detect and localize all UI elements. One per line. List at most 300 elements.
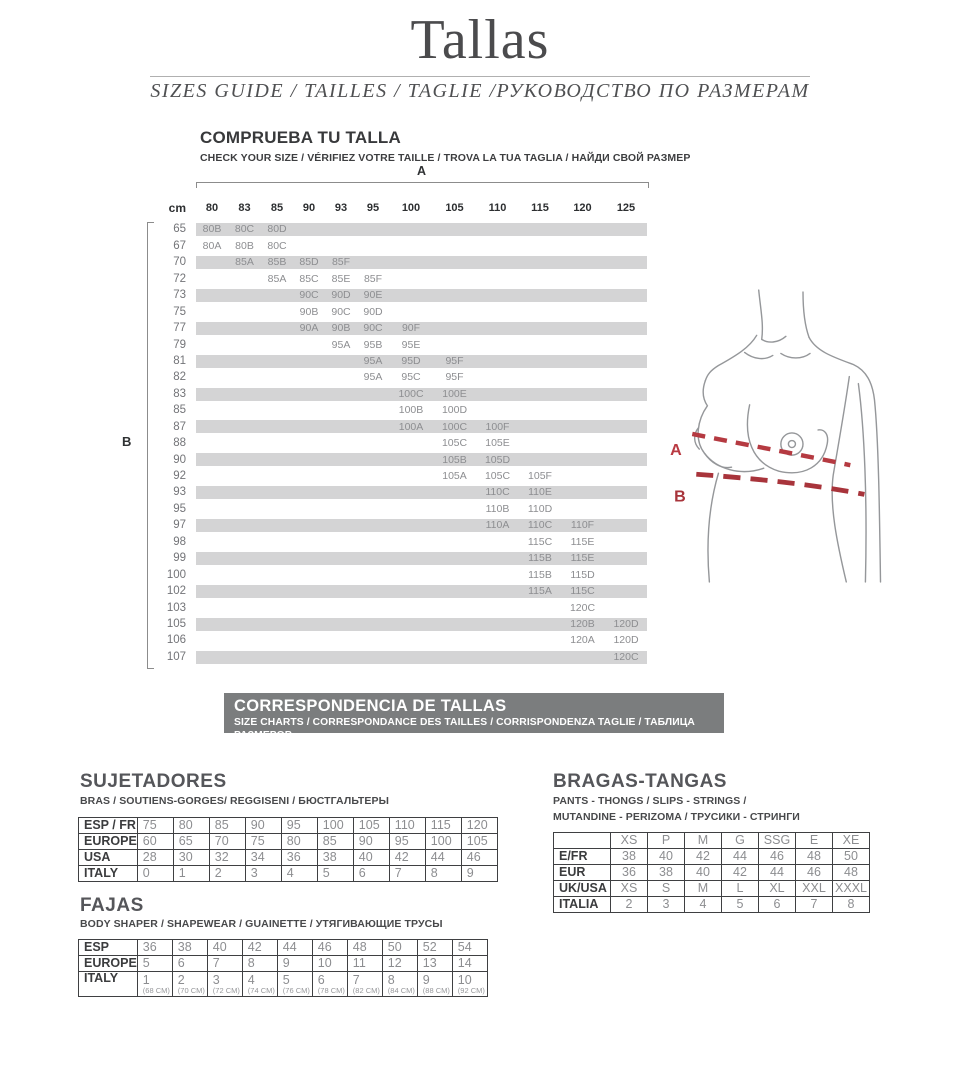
size-cell <box>433 517 476 533</box>
size-cell <box>476 583 519 599</box>
size-cell <box>433 271 476 287</box>
size-cell <box>561 287 604 303</box>
size-cell <box>228 517 261 533</box>
shaper-size-value: 5 <box>282 973 290 987</box>
matrix-row-cells <box>196 501 647 517</box>
size-cell <box>325 353 357 369</box>
matrix-row <box>152 419 647 435</box>
size-cell: 90C <box>363 322 383 335</box>
neck-right-line <box>803 292 809 337</box>
matrix-row <box>152 304 647 320</box>
value-cell: M <box>685 833 722 849</box>
size-cell <box>196 567 228 583</box>
size-cell: 90D <box>331 289 351 302</box>
value-cell: 9 <box>277 956 312 972</box>
size-cell <box>389 632 433 648</box>
size-cell <box>561 649 604 665</box>
size-cell <box>604 435 648 451</box>
size-cell <box>196 304 228 320</box>
size-cell <box>196 452 228 468</box>
size-cell <box>228 452 261 468</box>
value-cell: 46 <box>759 849 796 865</box>
center-breast-outline <box>747 405 827 473</box>
matrix-row-cells <box>196 386 647 402</box>
column-header: 80 <box>205 202 219 214</box>
size-cell <box>196 616 228 632</box>
size-cell <box>604 419 648 435</box>
size-cell <box>293 616 325 632</box>
size-cell <box>604 583 648 599</box>
size-cell <box>389 583 433 599</box>
size-cell: 100F <box>485 420 510 433</box>
size-cell <box>293 468 325 484</box>
column-header: 93 <box>334 202 348 214</box>
size-cell <box>228 353 261 369</box>
size-cell <box>604 337 648 353</box>
row-label: 106 <box>166 634 186 647</box>
value-cell: 36 <box>281 850 317 866</box>
shaper-size-value: 1 <box>142 973 150 987</box>
size-cell <box>561 468 604 484</box>
value-cell: 44 <box>277 940 312 956</box>
size-cell <box>325 221 357 237</box>
size-cell <box>228 435 261 451</box>
matrix-row-cells <box>196 353 647 369</box>
size-cell <box>228 468 261 484</box>
matrix-row-cells <box>196 600 647 616</box>
size-cell: 80B <box>202 223 222 236</box>
value-cell: 4 <box>281 866 317 882</box>
size-cell <box>228 567 261 583</box>
size-cell <box>293 419 325 435</box>
size-cell <box>325 616 357 632</box>
size-cell <box>476 534 519 550</box>
value-cell: 36 <box>137 940 172 956</box>
size-cell <box>357 632 389 648</box>
size-cell <box>561 369 604 385</box>
page-subtitle: SIZES GUIDE / TAILLES / TAGLIE /РУКОВОДСТВО ПО РАЗМЕРАМ <box>150 80 810 102</box>
size-cell <box>476 600 519 616</box>
size-cell <box>196 402 228 418</box>
size-cell <box>519 254 561 270</box>
value-cell: 75 <box>245 834 281 850</box>
value-cell: 50 <box>382 940 417 956</box>
value-with-note-cell <box>312 972 347 997</box>
value-with-note-cell <box>172 972 207 997</box>
size-cell <box>476 304 519 320</box>
size-cell <box>196 517 228 533</box>
size-cell: 110C <box>485 486 510 499</box>
size-cell: 105A <box>442 470 467 482</box>
shapers-subheading: BODY SHAPER / SHAPEWEAR / GUAINETTE / УТЯГИВАЮЩИЕ ТРУСЫ <box>80 918 443 930</box>
size-cell <box>561 254 604 270</box>
value-cell: 5 <box>137 956 172 972</box>
size-cell <box>433 221 476 237</box>
size-cell <box>357 517 389 533</box>
nipple-circle <box>788 441 795 448</box>
value-cell: 4 <box>685 897 722 913</box>
value-cell: XE <box>833 833 870 849</box>
size-cell <box>196 369 228 385</box>
row-label: 67 <box>173 239 186 252</box>
value-with-note-cell <box>347 972 382 997</box>
value-cell: 8 <box>242 956 277 972</box>
size-cell <box>293 534 325 550</box>
size-cell <box>604 254 648 270</box>
size-cell <box>196 254 228 270</box>
size-cell <box>228 484 261 500</box>
matrix-row-cells <box>196 517 647 533</box>
size-cell: 90F <box>401 322 421 335</box>
matrix-row-cells <box>196 304 647 320</box>
row-header-cell: ITALIA <box>554 897 611 913</box>
size-cell: 100C <box>398 387 424 400</box>
size-cell <box>228 534 261 550</box>
value-cell: 46 <box>796 865 833 881</box>
value-cell: 80 <box>281 834 317 850</box>
measure-b-label: B <box>122 434 132 449</box>
shaper-cm-note: (78 CM) <box>317 986 345 995</box>
size-cell <box>476 649 519 665</box>
size-cell: 90C <box>299 289 319 302</box>
size-cell <box>357 238 389 254</box>
correspondence-table <box>78 817 498 882</box>
matrix-row <box>152 632 647 648</box>
size-cell <box>293 649 325 665</box>
clavicle-right <box>781 353 810 358</box>
size-cell <box>261 320 293 336</box>
value-cell: 8 <box>833 897 870 913</box>
size-cell <box>389 254 433 270</box>
size-cell: 120C <box>613 650 639 663</box>
size-cell: 110C <box>527 519 553 532</box>
size-cell <box>519 320 561 336</box>
row-label: 107 <box>166 650 186 663</box>
size-cell <box>261 452 293 468</box>
figure-b-label: B <box>674 487 686 506</box>
size-cell <box>357 386 389 402</box>
matrix-row-cells <box>196 337 647 353</box>
matrix-row-cells <box>196 550 647 566</box>
value-cell: 85 <box>209 818 245 834</box>
value-cell: 38 <box>611 849 648 865</box>
shaper-size-value: 3 <box>212 973 220 987</box>
row-header-cell: EUROPE <box>79 834 138 850</box>
size-cell: 100A <box>398 420 424 433</box>
size-cell <box>433 534 476 550</box>
size-cell <box>357 402 389 418</box>
matrix-row <box>152 600 647 616</box>
panties-subheading-2: MUTANDINE - PERIZOMA / ТРУСИКИ - СТРИНГИ <box>553 811 800 823</box>
size-cell <box>357 254 389 270</box>
bras-subheading: BRAS / SOUTIENS-GORGES/ REGGISENI / БЮСТГАЛЬТЕРЫ <box>80 795 390 807</box>
size-cell <box>228 583 261 599</box>
size-cell <box>433 567 476 583</box>
row-label: 98 <box>173 535 186 548</box>
size-cell <box>357 484 389 500</box>
value-cell: 30 <box>173 850 209 866</box>
size-cell: 80D <box>267 223 287 236</box>
value-cell: 9 <box>461 866 497 882</box>
size-cell: 95A <box>363 371 383 384</box>
size-cell <box>561 221 604 237</box>
shaper-cm-note: (72 CM) <box>212 986 240 995</box>
value-with-note-cell <box>382 972 417 997</box>
size-cell <box>228 600 261 616</box>
measure-a-label: A <box>416 164 427 178</box>
size-cell <box>476 287 519 303</box>
value-cell: 5 <box>722 897 759 913</box>
matrix-row-cells <box>196 320 647 336</box>
matrix-row <box>152 550 647 566</box>
size-cell <box>196 435 228 451</box>
size-cell <box>476 386 519 402</box>
value-cell: XXXL <box>833 881 870 897</box>
size-cell <box>519 353 561 369</box>
size-cell <box>476 567 519 583</box>
row-label: 95 <box>173 502 186 515</box>
value-cell: 95 <box>389 834 425 850</box>
size-cell <box>196 550 228 566</box>
size-cell: 85B <box>267 256 287 269</box>
shaper-cm-note: (76 CM) <box>282 986 310 995</box>
shaper-cm-note: (82 CM) <box>352 986 380 995</box>
unit-label: cm <box>168 201 186 215</box>
value-with-note-cell <box>277 972 312 997</box>
row-label: 72 <box>173 272 186 285</box>
size-cell <box>261 435 293 451</box>
size-cell: 85C <box>299 272 319 285</box>
value-cell: 8 <box>425 866 461 882</box>
size-cell <box>476 271 519 287</box>
size-cell <box>261 419 293 435</box>
size-cell <box>293 600 325 616</box>
size-cell: 90A <box>299 322 319 335</box>
row-label: 73 <box>173 289 186 302</box>
correspondence-heading: CORRESPONDENCIA DE TALLAS <box>234 697 507 715</box>
size-cell <box>519 649 561 665</box>
size-cell <box>561 435 604 451</box>
left-shoulder-outline <box>705 335 756 380</box>
size-cell <box>389 238 433 254</box>
size-cell: 105D <box>484 453 511 466</box>
size-cell <box>228 616 261 632</box>
value-cell: 38 <box>317 850 353 866</box>
value-cell: 11 <box>347 956 382 972</box>
title-divider <box>150 76 810 77</box>
size-cell <box>293 353 325 369</box>
matrix-row <box>152 583 647 599</box>
size-cell <box>228 369 261 385</box>
size-cell <box>519 304 561 320</box>
size-cell <box>476 402 519 418</box>
row-label: 92 <box>173 470 186 482</box>
size-cell: 110D <box>527 502 553 515</box>
size-cell <box>196 468 228 484</box>
panties-heading: BRAGAS-TANGAS <box>553 771 727 792</box>
value-cell: 60 <box>137 834 173 850</box>
matrix-row-cells <box>196 271 647 287</box>
value-cell: E <box>796 833 833 849</box>
size-cell <box>357 435 389 451</box>
row-header-cell: ESP <box>79 940 138 956</box>
size-cell <box>293 567 325 583</box>
correspondence-table <box>78 939 488 997</box>
size-cell <box>261 369 293 385</box>
value-cell: 40 <box>207 940 242 956</box>
row-label: 87 <box>173 420 186 433</box>
size-cell: 105E <box>485 437 510 450</box>
size-cell <box>519 271 561 287</box>
size-cell <box>433 254 476 270</box>
size-cell: 120A <box>570 634 595 647</box>
size-cell <box>357 567 389 583</box>
row-header-cell: ESP / FR <box>79 818 138 834</box>
shaper-cm-note: (74 CM) <box>247 986 275 995</box>
matrix-row <box>152 567 647 583</box>
matrix-row-cells <box>196 534 647 550</box>
size-cell <box>228 337 261 353</box>
size-cell <box>261 501 293 517</box>
size-cell: 100D <box>441 404 468 417</box>
size-cell <box>196 271 228 287</box>
size-cell <box>261 567 293 583</box>
size-cell: 105B <box>442 453 467 466</box>
size-cell <box>604 320 648 336</box>
size-cell <box>196 419 228 435</box>
size-cell: 115E <box>570 535 595 548</box>
size-cell <box>389 271 433 287</box>
size-cell: 120B <box>570 617 595 630</box>
value-cell: 95 <box>281 818 317 834</box>
matrix-row <box>152 402 647 418</box>
size-cell <box>389 550 433 566</box>
size-cell <box>196 353 228 369</box>
value-cell: 2 <box>611 897 648 913</box>
bras-heading: SUJETADORES <box>80 771 227 792</box>
left-side-breast-outline <box>698 381 731 468</box>
column-header: 95 <box>366 202 380 214</box>
size-cell: 115C <box>527 535 553 548</box>
size-cell <box>293 369 325 385</box>
size-cell: 90C <box>331 305 351 318</box>
size-cell <box>604 386 648 402</box>
matrix-row <box>152 468 647 484</box>
matrix-row <box>152 287 647 303</box>
size-cell: 115B <box>528 552 552 565</box>
size-cell <box>196 649 228 665</box>
size-cell: 85A <box>267 272 287 285</box>
size-cell: 80B <box>235 239 254 252</box>
shaper-size-value: 8 <box>387 973 395 987</box>
size-cell: 80C <box>267 239 287 252</box>
value-cell: 0 <box>137 866 173 882</box>
size-cell: 95A <box>363 354 383 367</box>
matrix-row <box>152 484 647 500</box>
size-cell: 115C <box>570 585 595 598</box>
matrix-row-cells <box>196 649 647 665</box>
value-cell: XL <box>759 881 796 897</box>
size-cell <box>228 550 261 566</box>
size-cell <box>604 271 648 287</box>
size-cell <box>476 221 519 237</box>
size-cell: 120C <box>569 601 596 614</box>
row-label: 97 <box>173 519 186 532</box>
arm-inner-line <box>858 384 866 582</box>
size-cell <box>476 337 519 353</box>
size-cell <box>357 616 389 632</box>
size-cell: 95E <box>401 338 421 351</box>
value-cell: P <box>648 833 685 849</box>
size-cell <box>519 369 561 385</box>
matrix-row-cells <box>196 369 647 385</box>
size-cell <box>561 238 604 254</box>
value-cell: 5 <box>317 866 353 882</box>
size-cell <box>519 616 561 632</box>
size-cell <box>604 402 648 418</box>
size-cell <box>325 649 357 665</box>
matrix-row <box>152 353 647 369</box>
size-cell <box>357 221 389 237</box>
torso-right-line <box>832 377 849 582</box>
value-cell: 12 <box>382 956 417 972</box>
size-cell <box>261 484 293 500</box>
size-cell <box>228 632 261 648</box>
size-cell: 120D <box>613 617 639 630</box>
size-cell <box>519 435 561 451</box>
size-cell <box>476 254 519 270</box>
size-cell <box>325 550 357 566</box>
size-cell <box>433 337 476 353</box>
size-cell <box>228 271 261 287</box>
size-cell <box>519 238 561 254</box>
row-label: 105 <box>166 617 186 630</box>
size-cell <box>293 632 325 648</box>
column-header: 105 <box>445 202 464 214</box>
shapers-heading: FAJAS <box>80 895 144 916</box>
size-cell <box>476 369 519 385</box>
measure-line-a <box>692 434 850 465</box>
bras-table <box>78 817 498 882</box>
size-cell <box>519 452 561 468</box>
value-cell: 115 <box>425 818 461 834</box>
value-cell: 6 <box>759 897 796 913</box>
matrix-row-cells <box>196 616 647 632</box>
value-cell: 105 <box>353 818 389 834</box>
shaper-size-value: 6 <box>317 973 325 987</box>
value-cell: L <box>722 881 759 897</box>
size-cell <box>261 600 293 616</box>
size-cell: 95C <box>401 371 421 384</box>
matrix-row <box>152 238 647 254</box>
size-cell <box>325 600 357 616</box>
matrix-row-cells <box>196 435 647 451</box>
row-label: 100 <box>166 568 186 581</box>
correspondence-subheading: SIZE CHARTS / CORRESPONDANCE DES TAILLES / CORRISPONDENZA TAGLIE / ТАБЛИЦА РАЗМЕРОВ <box>234 717 695 741</box>
size-cell <box>389 567 433 583</box>
size-cell: 110B <box>485 502 510 515</box>
matrix-row <box>152 369 647 385</box>
size-cell <box>519 600 561 616</box>
size-cell: 85E <box>331 272 351 285</box>
value-cell: 44 <box>425 850 461 866</box>
left-belly-line <box>708 473 718 582</box>
size-cell <box>604 600 648 616</box>
row-label: 81 <box>173 354 186 367</box>
size-cell <box>476 238 519 254</box>
size-cell: 115B <box>528 568 552 581</box>
size-cell: 90E <box>363 289 383 302</box>
